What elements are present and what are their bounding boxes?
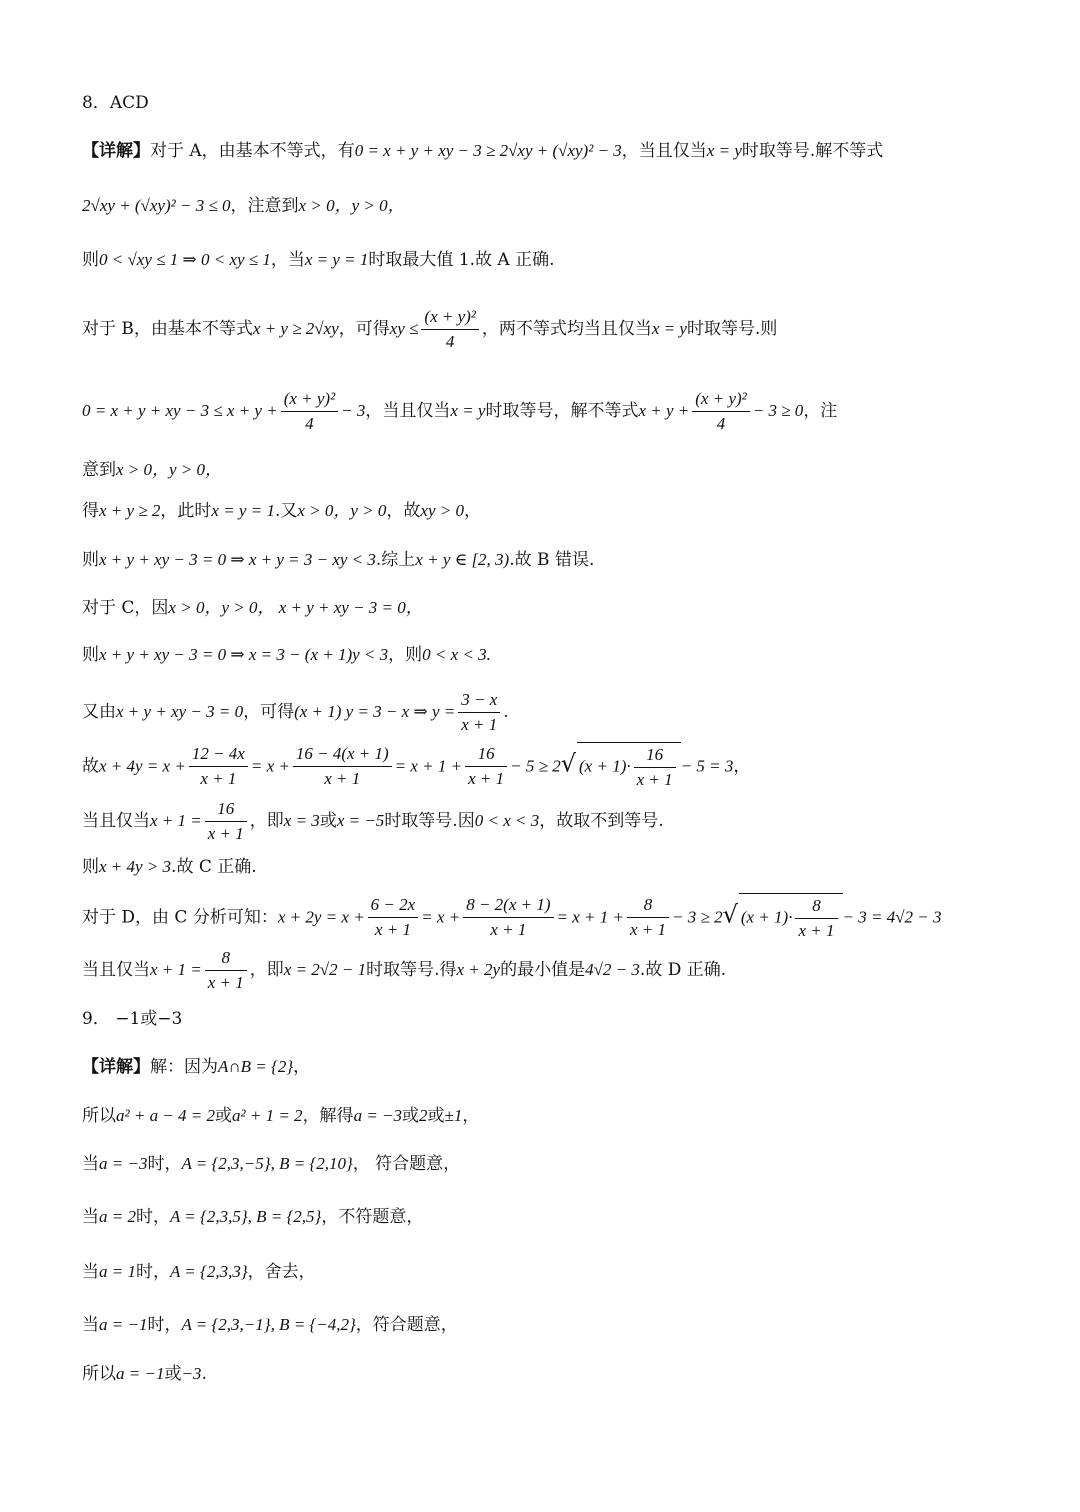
q8-a-line1: 【详解】对于 A，由基本不等式，有0 = x + y + xy − 3 ≥ 2√xy + (√xy)² − 3，当且仅当x = y时取等号.解不等式 xyxy=(82,141,884,161)
q9-line4: 当a = 2时，A = {2,3,5}, B = {2,5}，不符题意， xyxy=(82,1207,424,1227)
fraction: $\frac{\text{(x + y)²}}{4}$ xyxy=(421,305,478,354)
fraction: $\frac{3 - x}{x + 1}$ xyxy=(458,688,500,737)
fraction: $\frac{8}{x + 1}$ xyxy=(627,893,669,942)
fraction: $\frac{12 - 4x}{x + 1}$ xyxy=(189,742,248,791)
fraction: $\frac{\text{(x + y)²}}{4}$ xyxy=(692,387,749,436)
q9-line6: 当a = −1时，A = {2,3,−1}, B = {−4,2}，符合题意， xyxy=(82,1315,458,1335)
square-root: (x + 1)· $\frac{8}{x + 1}$ xyxy=(739,893,843,943)
q8-answer: 8．ACD xyxy=(82,93,149,113)
q8-c-line2: 则x + y + xy − 3 = 0 ⇒ x = 3 − (x + 1)y < 3，则0 < x < 3. xyxy=(82,645,491,665)
q8-b-line1: 对于 B，由基本不等式x + y ≥ 2√xy，可得xy ≤ $\frac{\text{(x + y)²}}{4}$ ，两不等式均当且仅当x = y时取等号.则 xyxy=(82,305,1020,354)
fraction: $\frac{6 - 2x}{x + 1}$ xyxy=(368,893,419,942)
q8-a-line2: 2√xy + (√xy)² − 3 ≤ 0，注意到x > 0，y > 0， xyxy=(82,196,405,216)
fraction: $\frac{16}{x + 1}$ xyxy=(465,742,507,791)
fraction: $\frac{8}{x + 1}$ xyxy=(795,894,837,943)
q8-d-line2: 当且仅当x + 1 = $\frac{8}{x + 1}$ ，即x = 2√2 − 1时取等号.得x + 2y的最小值是4√2 − 3.故 D 正确. xyxy=(82,946,1020,995)
q9-line7: 所以a = −1或−3. xyxy=(82,1364,207,1384)
q8-b-line5: 则x + y + xy − 3 = 0 ⇒ x + y = 3 − xy < 3.综上x + y ∈ [2, 3).故 B 错误. xyxy=(82,550,595,570)
q9-answer: 9． −1或−3 xyxy=(82,1009,183,1029)
fraction: $\frac{8}{x + 1}$ xyxy=(205,946,247,995)
q8-c-line1: 对于 C，因x > 0，y > 0， x + y + xy − 3 = 0， xyxy=(82,598,423,618)
fraction: $\frac{\text{(x + y)²}}{4}$ xyxy=(281,387,338,436)
fraction: $\frac{16}{x + 1}$ xyxy=(634,743,676,792)
q8-a-line3: 则0 < √xy ≤ 1 ⇒ 0 < xy ≤ 1，当x = y = 1时取最大值 1.故 A 正确. xyxy=(82,250,555,270)
q8-b-line3: 意到x > 0，y > 0， xyxy=(82,460,223,480)
q9-line1: 【详解】解：因为A∩B = {2}， xyxy=(82,1057,311,1077)
fraction: $\frac{16}{x + 1}$ xyxy=(205,797,247,846)
fraction: $\frac{8 - 2(x + 1)}{x + 1}$ xyxy=(463,893,553,942)
q9-line5: 当a = 1时，A = {2,3,3}，舍去， xyxy=(82,1262,316,1282)
q8-c-line4: 故x + 4y = x + $\frac{12 - 4x}{x + 1}$ = x + $\frac{16 - 4(x + 1)}{x + 1}$ = x + 1 + $\frac{16}{x + 1}$ − 5 ≥ 2√ (x + 1)· $\frac{16}{x + 1}$ − 5 = 3， xyxy=(82,742,1020,792)
q8-c-line6: 则x + 4y > 3.故 C 正确. xyxy=(82,857,257,877)
q8-d-line1: 对于 D，由 C 分析可知：x + 2y = x + $\frac{6 - 2x}{x + 1}$ = x + $\frac{8 - 2(x + 1)}{x + 1}$ = x + 1 + $\frac{8}{x + 1}$ − 3 ≥ 2√ (x + 1)· $\frac{8}{x + 1}$ − 3 = 4√2 − 3 xyxy=(82,893,1020,943)
q8-b-line4: 得x + y ≥ 2，此时x = y = 1.又x > 0，y > 0，故xy > 0， xyxy=(82,501,481,521)
q8-b-line2: 0 = x + y + xy − 3 ≤ x + y + $\frac{\text{(x + y)²}}{4}$ − 3，当且仅当x = y时取等号，解不等式x + y + $\frac{\text{(x + y)²}}{4}$ − 3 ≥ 0，注 xyxy=(82,387,1020,436)
q8-c-line5: 当且仅当x + 1 = $\frac{16}{x + 1}$ ，即x = 3或x = −5时取等号.因0 < x < 3，故取不到等号. xyxy=(82,797,1020,846)
q8-c-line3: 又由x + y + xy − 3 = 0，可得(x + 1) y = 3 − x ⇒ y = $\frac{3 - x}{x + 1}$ . xyxy=(82,688,1020,737)
q9-line2: 所以a² + a − 4 = 2或a² + 1 = 2，解得a = −3或2或±1， xyxy=(82,1106,480,1126)
square-root: (x + 1)· $\frac{16}{x + 1}$ xyxy=(577,742,681,792)
q9-line3: 当a = −3时，A = {2,3,−5}, B = {2,10}， 符合题意， xyxy=(82,1154,461,1174)
fraction: $\frac{16 - 4(x + 1)}{x + 1}$ xyxy=(293,742,392,791)
